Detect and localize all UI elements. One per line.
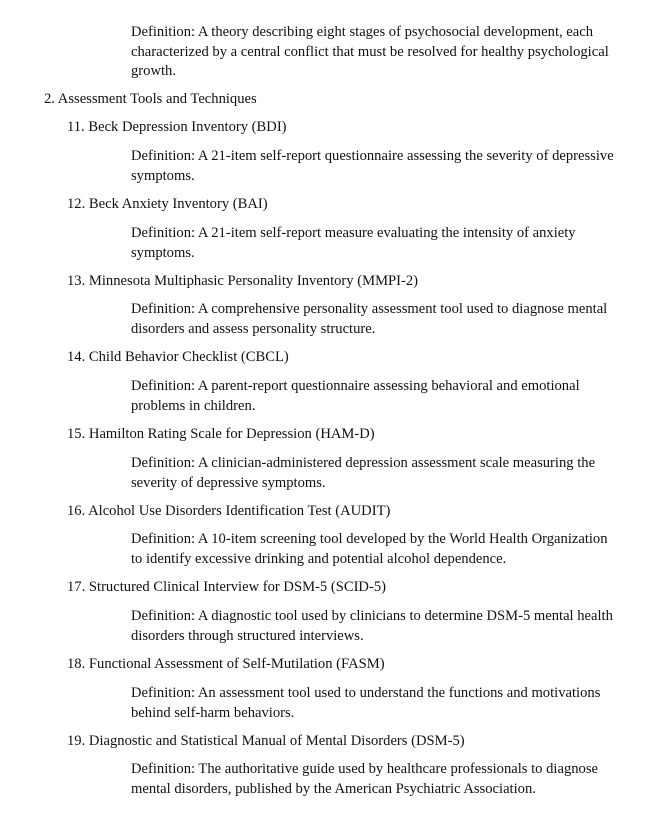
item-term: Functional Assessment of Self-Mutilation (FASM) bbox=[88, 656, 385, 672]
item-term: Diagnostic and Statistical Manual of Mental Disorders (DSM-5) bbox=[88, 733, 465, 749]
item-number: 15. bbox=[67, 426, 86, 442]
list-item-definition: Definition: A 21-item self-report measure evaluating the intensity of anxiety symptoms. bbox=[131, 225, 576, 261]
item-number: 18. bbox=[67, 656, 86, 672]
list-item-definition: Definition: A clinician-administered depression assessment scale measuring the severity of depressive symptoms. bbox=[131, 455, 596, 491]
list-item-term bbox=[67, 348, 289, 368]
list-item-definition: Definition: A diagnostic tool used by clinicians to determine DSM-5 mental health disorders through structured interviews. bbox=[131, 608, 613, 644]
section-title: Assessment Tools and Techniques bbox=[57, 91, 257, 107]
section-number: 2. bbox=[44, 91, 55, 107]
item-term: Structured Clinical Interview for DSM-5 (SCID-5) bbox=[88, 579, 386, 595]
list-item-term bbox=[67, 655, 385, 675]
item-term: Child Behavior Checklist (CBCL) bbox=[88, 349, 289, 365]
item-term: Minnesota Multiphasic Personality Inventory (MMPI-2) bbox=[88, 273, 419, 289]
list-item-definition: Definition: A parent-report questionnaire assessing behavioral and emotional problems in children. bbox=[131, 378, 580, 414]
list-item-definition: Definition: A 21-item self-report questionnaire assessing the severity of depressive symptoms. bbox=[131, 148, 614, 184]
item-term: Hamilton Rating Scale for Depression (HAM-D) bbox=[88, 426, 375, 442]
item-number: 14. bbox=[67, 349, 86, 365]
list-item-term bbox=[67, 425, 375, 445]
list-item-definition: Definition: An assessment tool used to understand the functions and motivations behind self-harm behaviors. bbox=[131, 685, 601, 721]
list-item-term bbox=[67, 732, 465, 752]
section-heading bbox=[44, 90, 257, 110]
list-item-term bbox=[67, 272, 418, 292]
item-number: 13. bbox=[67, 273, 86, 289]
list-item-definition: Definition: A 10-item screening tool developed by the World Health Organization to identify excessive drinking and potential alcohol dependence. bbox=[131, 531, 608, 567]
item-term: Beck Anxiety Inventory (BAI) bbox=[88, 196, 268, 212]
item-number: 17. bbox=[67, 579, 86, 595]
item-number: 19. bbox=[67, 733, 86, 749]
list-item-term bbox=[67, 195, 268, 215]
item-term: Beck Depression Inventory (BDI) bbox=[88, 119, 287, 135]
item-number: 16. bbox=[67, 503, 86, 519]
item-term: Alcohol Use Disorders Identification Test (AUDIT) bbox=[88, 503, 391, 519]
list-item-term bbox=[67, 502, 390, 522]
intro-definition: Definition: A theory describing eight stages of psychosocial development, each characterized by a central conflict that must be resolved for healthy psychological growth. bbox=[131, 24, 609, 79]
list-item-definition: Definition: The authoritative guide used by healthcare professionals to diagnose mental disorders, published by the American Psychiatric Association. bbox=[131, 761, 599, 797]
list-item-definition: Definition: A comprehensive personality assessment tool used to diagnose mental disorders and assess personality structure. bbox=[131, 301, 608, 337]
list-item-term bbox=[67, 578, 386, 598]
list-item-term bbox=[67, 118, 287, 138]
item-number: 11. bbox=[67, 119, 85, 135]
item-number: 12. bbox=[67, 196, 86, 212]
